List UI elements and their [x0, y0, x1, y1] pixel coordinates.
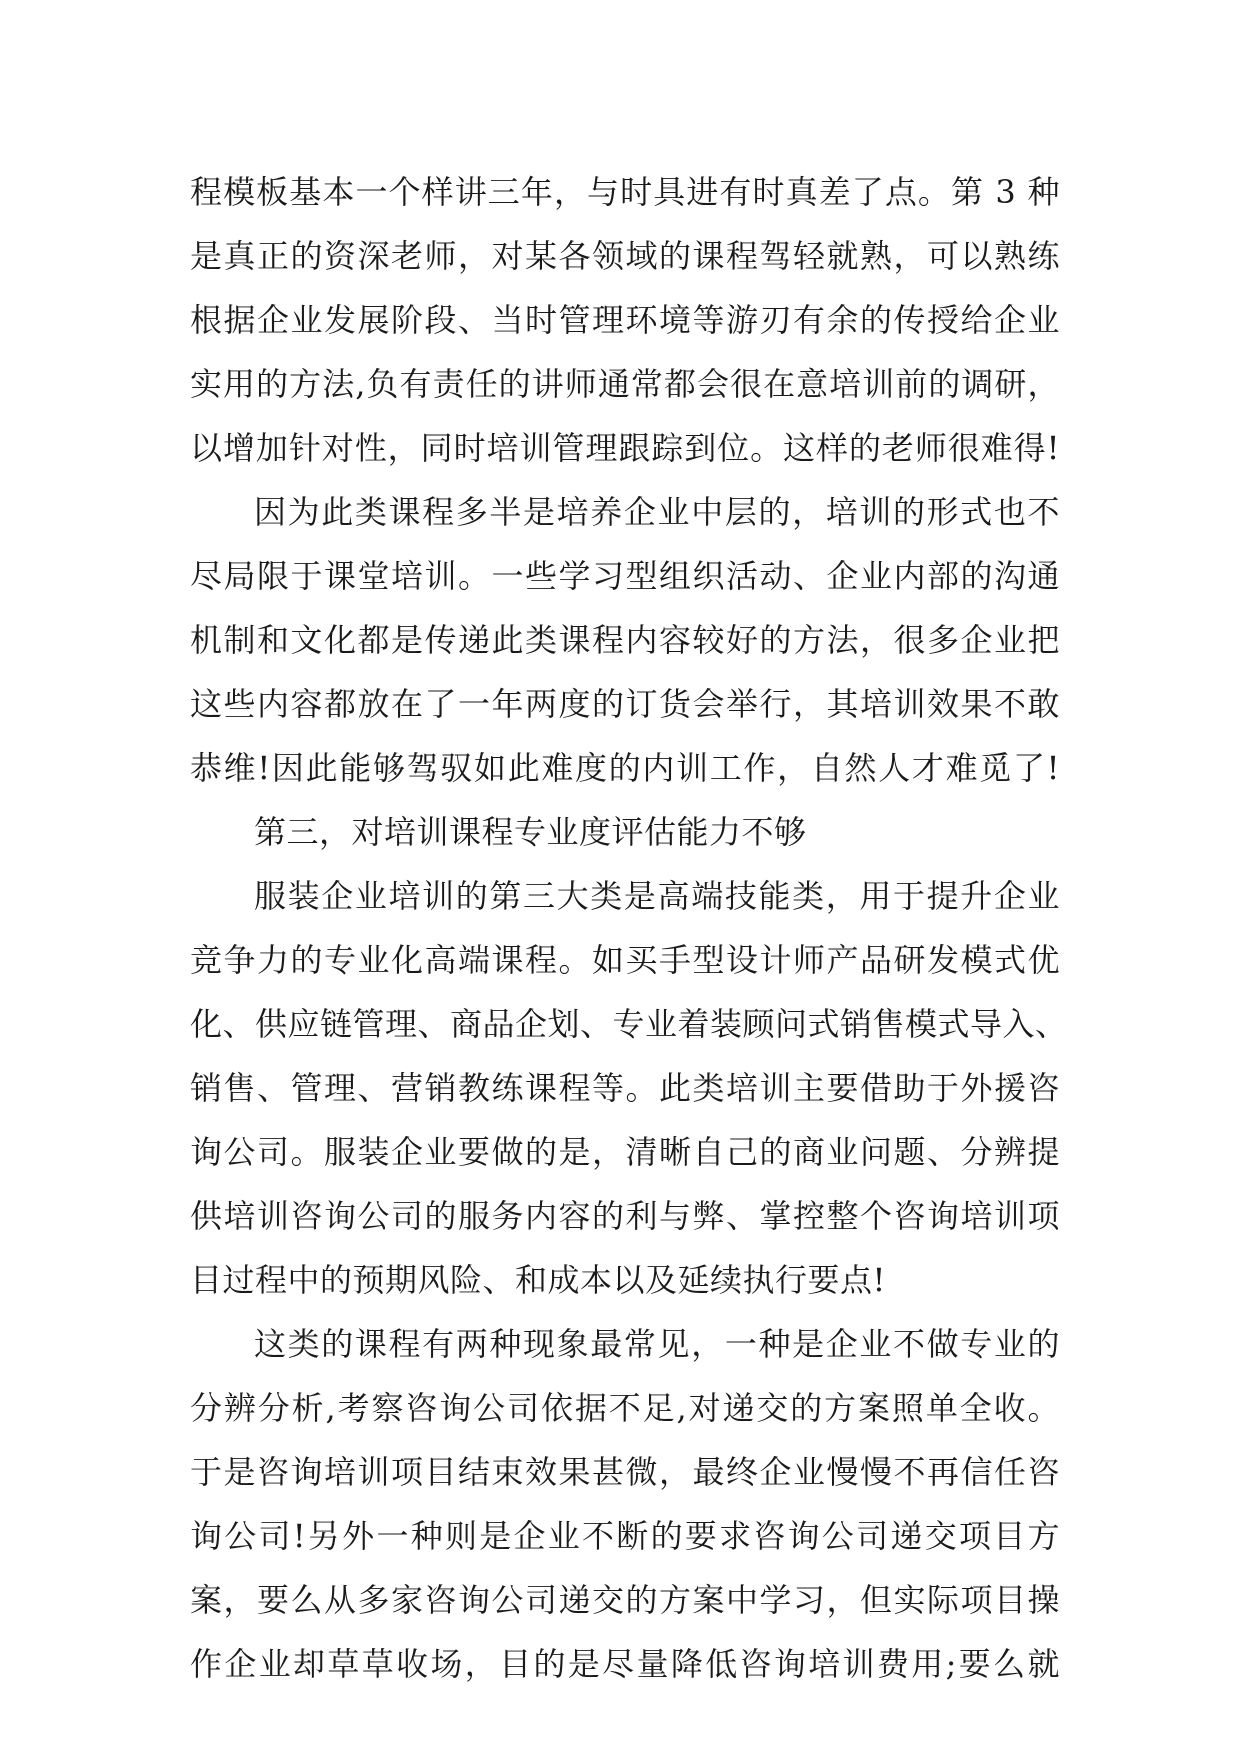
text-line: 恭维!因此能够驾驭如此难度的内训工作，自然人才难觅了! [190, 749, 1060, 787]
text-line: 于是咨询培训项目结束效果甚微，最终企业慢慢不再信任咨 [190, 1453, 1060, 1491]
text-line: 程模板基本一个样讲三年，与时具进有时真差了点。第 3 种 [190, 173, 1060, 211]
text-line: 是真正的资深老师，对某各领域的课程驾轻就熟，可以熟练 [190, 237, 1060, 275]
text-line: 机制和文化都是传递此类课程内容较好的方法，很多企业把 [190, 621, 1060, 659]
text-line: 供培训咨询公司的服务内容的利与弊、掌控整个咨询培训项 [190, 1197, 1060, 1235]
text-line: 以增加针对性，同时培训管理跟踪到位。这样的老师很难得! [190, 429, 1060, 467]
text-line: 销售、管理、营销教练课程等。此类培训主要借助于外援咨 [190, 1069, 1060, 1107]
text-line: 服装企业培训的第三大类是高端技能类，用于提升企业 [254, 877, 1060, 915]
text-line: 实用的方法,负有责任的讲师通常都会很在意培训前的调研， [190, 365, 1060, 403]
text-line: 因为此类课程多半是培养企业中层的，培训的形式也不 [254, 493, 1060, 531]
text-line: 目过程中的预期风险、和成本以及延续执行要点! [190, 1261, 886, 1299]
text-line: 竞争力的专业化高端课程。如买手型设计师产品研发模式优 [190, 941, 1060, 979]
text-line: 案，要么从多家咨询公司递交的方案中学习，但实际项目操 [190, 1581, 1060, 1619]
text-line: 这些内容都放在了一年两度的订货会举行，其培训效果不敢 [190, 685, 1060, 723]
section-heading: 第三，对培训课程专业度评估能力不够 [254, 813, 807, 851]
text-line: 化、供应链管理、商品企划、专业着装顾问式销售模式导入、 [190, 1005, 1068, 1043]
text-line: 尽局限于课堂培训。一些学习型组织活动、企业内部的沟通 [190, 557, 1060, 595]
text-line: 这类的课程有两种现象最常见，一种是企业不做专业的 [254, 1325, 1060, 1363]
body-text [190, 160, 1068, 1696]
text-line: 作企业却草草收场，目的是尽量降低咨询培训费用;要么就 [190, 1645, 1060, 1683]
text-line: 询公司!另外一种则是企业不断的要求咨询公司递交项目方 [190, 1517, 1060, 1555]
text-line: 分辨分析,考察咨询公司依据不足,对递交的方案照单全收。 [190, 1389, 1060, 1427]
text-line: 根据企业发展阶段、当时管理环境等游刃有余的传授给企业 [190, 301, 1060, 339]
text-line: 询公司。服装企业要做的是，清晰自己的商业问题、分辨提 [190, 1133, 1060, 1171]
